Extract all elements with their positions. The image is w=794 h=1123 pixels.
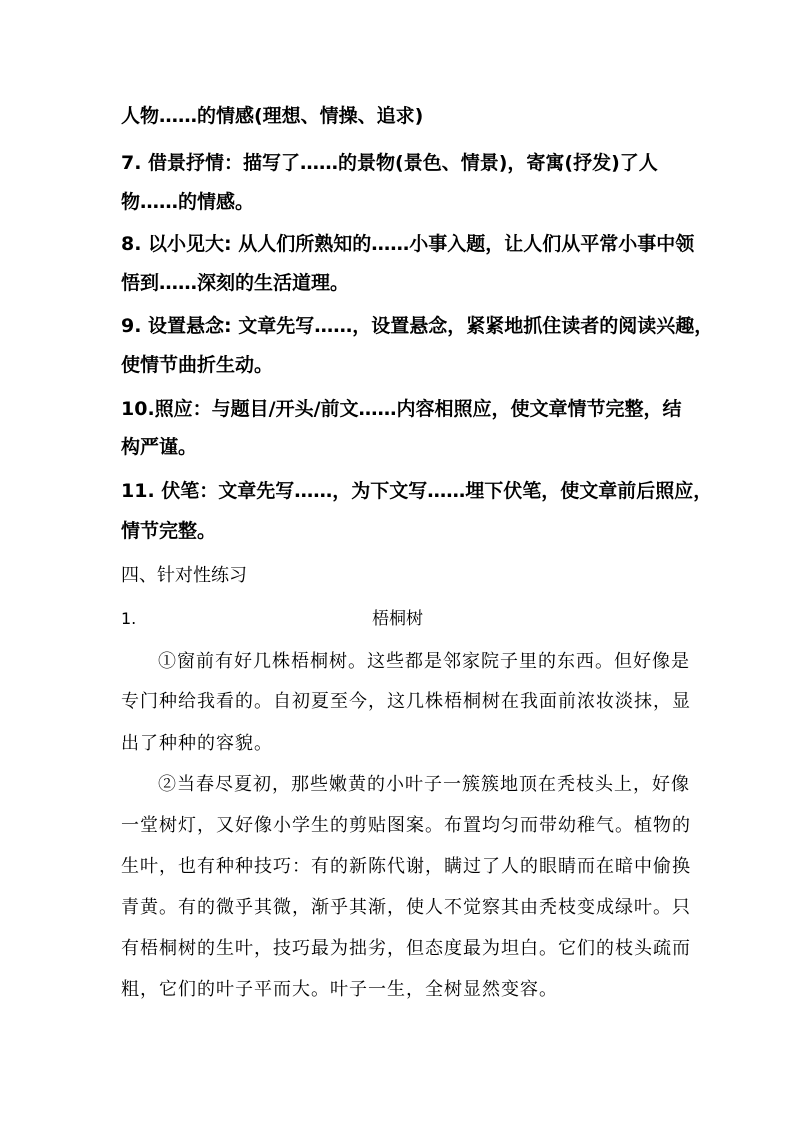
- paragraph-2-line-4: 青黄。有的微乎其微，渐乎其渐，使人不觉察其由秃枝变成绿叶。只: [121, 897, 691, 918]
- paragraph-2-line-1: ②当春尽夏初，那些嫩黄的小叶子一簇簇地顶在秃枝头上，好像: [158, 774, 690, 795]
- paragraph-2-line-6: 粗，它们的叶子平而大。叶子一生，全树显然变容。: [121, 979, 558, 1000]
- paragraph-1-line-1: ①窗前有好几株梧桐树。这些都是邻家院子里的东西。但好像是: [158, 651, 690, 672]
- passage-title: 梧桐树: [372, 609, 423, 629]
- method-7-line-2: 物……的情感。: [121, 191, 255, 213]
- exercise-number: 1.: [121, 609, 137, 628]
- paragraph-2-line-2: 一堂树灯，又好像小学生的剪贴图案。布置均匀而带幼稚气。植物的: [121, 815, 691, 836]
- paragraph-2-line-3: 生叶，也有种种技巧：有的新陈代谢，瞒过了人的眼睛而在暗中偷换: [121, 856, 691, 877]
- method-6-continuation: 人物……的情感(理想、情操、追求): [121, 105, 424, 127]
- method-7-line-1: 7. 借景抒情：描写了……的景物(景色、情景)，寄寓(抒发)了人: [121, 152, 658, 174]
- method-9-line-1: 9. 设置悬念: 文章先写……，设置悬念，紧紧地抓住读者的阅读兴趣，: [121, 315, 714, 337]
- method-11-line-2: 情节完整。: [121, 520, 217, 542]
- paragraph-2-line-5: 有梧桐树的生叶，技巧最为拙劣，但态度最为坦白。它们的枝头疏而: [121, 938, 691, 959]
- method-8-line-1: 8. 以小见大: 从人们所熟知的……小事入题，让人们从平常小事中领: [121, 233, 695, 255]
- method-11-line-1: 11. 伏笔：文章先写……，为下文写……埋下伏笔，使文章前后照应，: [121, 480, 713, 502]
- method-8-line-2: 悟到……深刻的生活道理。: [121, 272, 350, 294]
- method-9-line-2: 使情节曲折生动。: [121, 354, 274, 376]
- section-heading: 四、针对性练习: [121, 565, 247, 586]
- paragraph-1-line-3: 出了种种的容貌。: [121, 733, 273, 754]
- method-10-line-2: 构严谨。: [121, 436, 198, 458]
- paragraph-1-line-2: 专门种给我看的。自初夏至今，这几株梧桐树在我面前浓妆淡抹，显: [121, 691, 691, 712]
- method-10-line-1: 10.照应：与题目/开头/前文……内容相照应，使文章情节完整，结: [121, 398, 682, 420]
